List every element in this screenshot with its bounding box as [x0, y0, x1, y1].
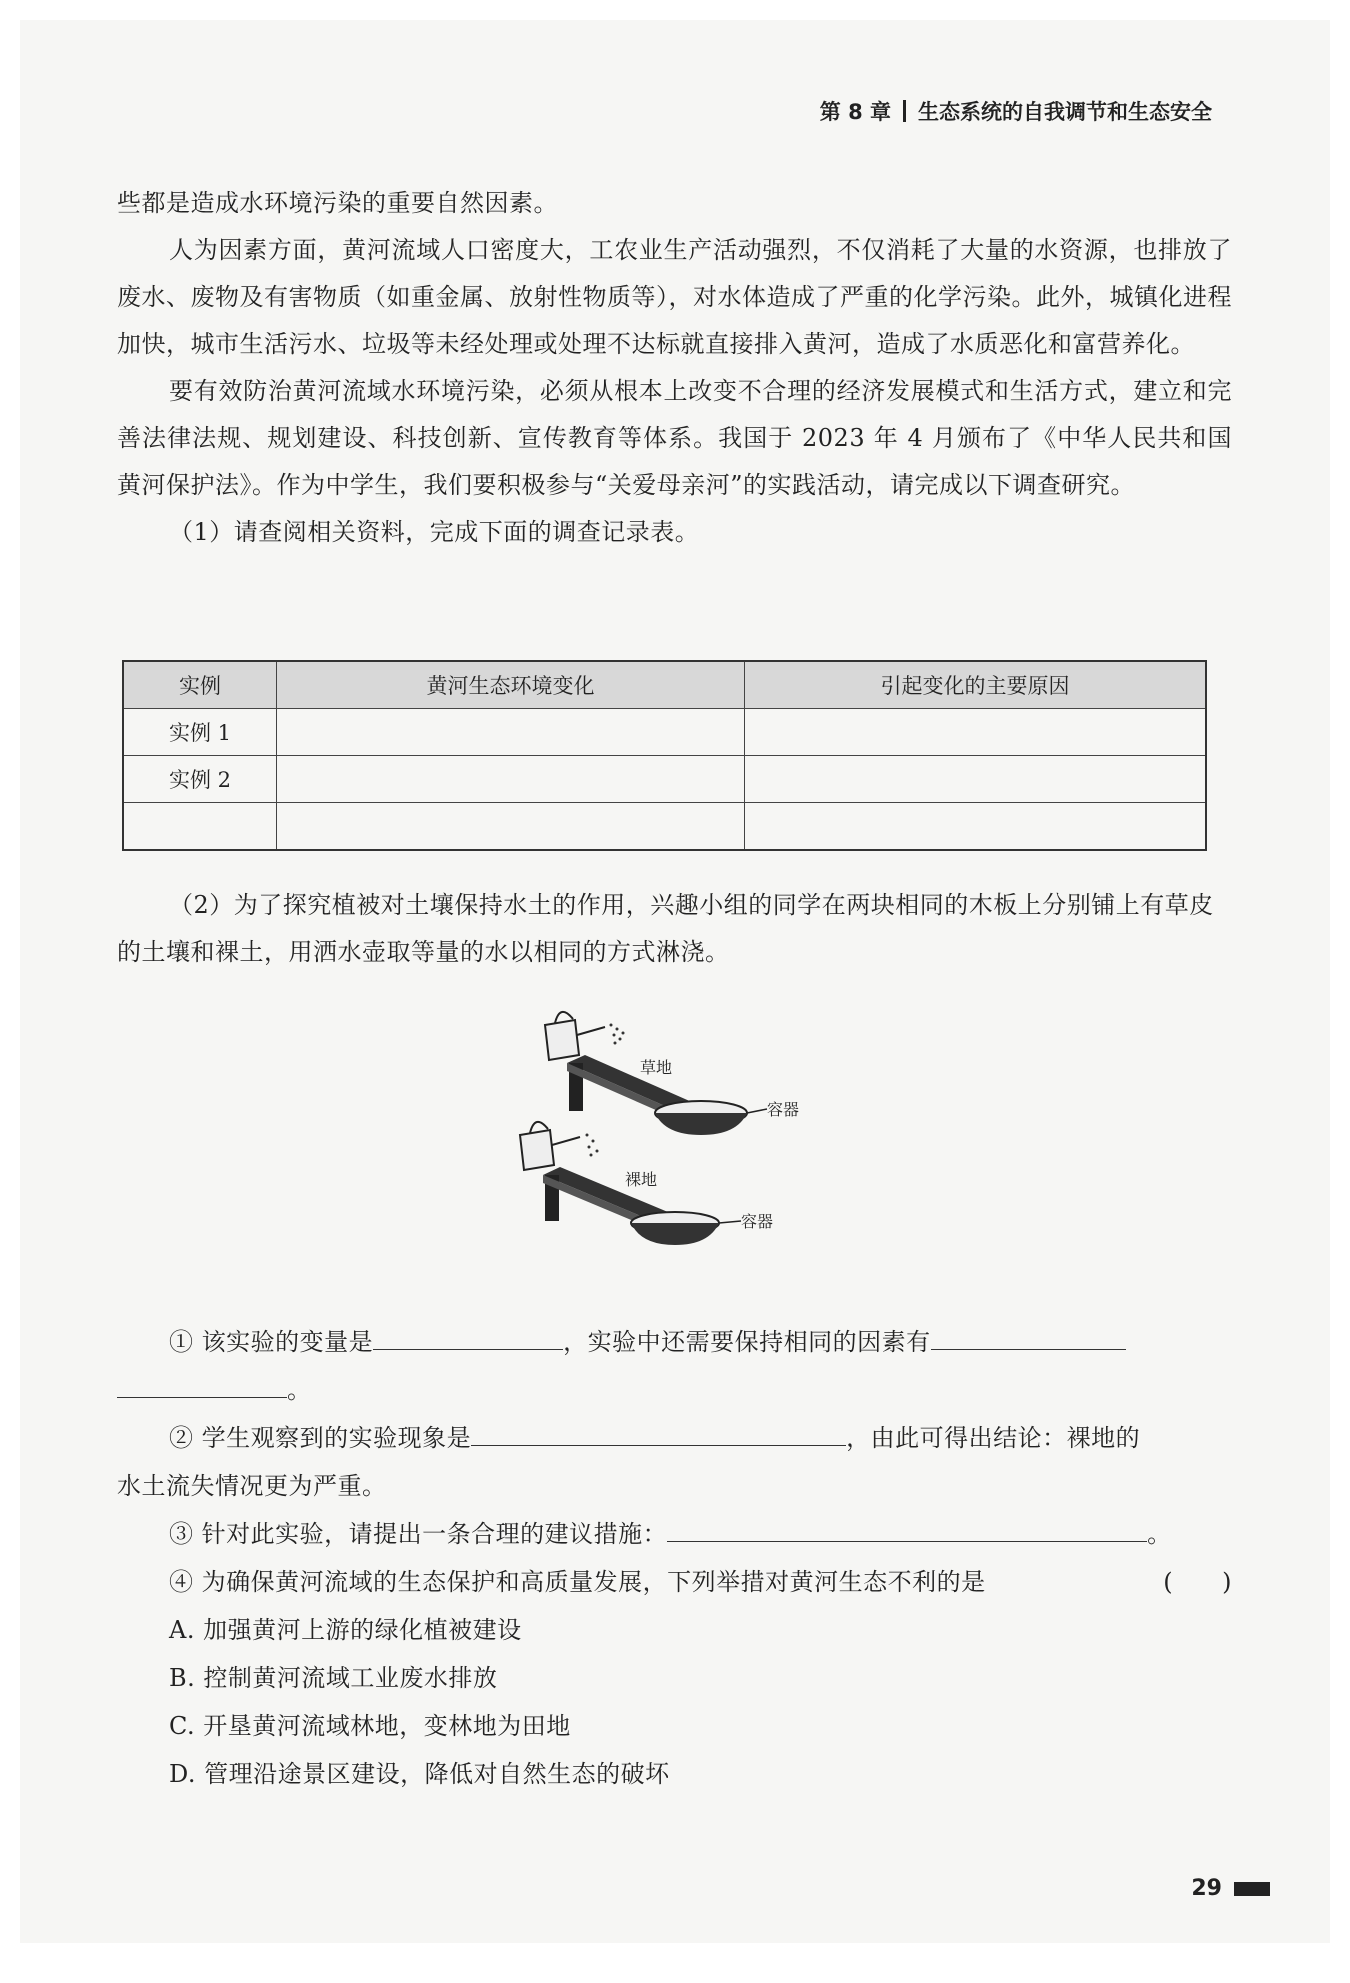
watering-can-icon: [545, 1012, 605, 1060]
option-a: A. 加强黄河上游的绿化植被建设: [169, 1616, 522, 1644]
column-header: 实例: [123, 661, 277, 709]
answer-blank[interactable]: [471, 1415, 846, 1446]
table-row: [123, 803, 1206, 851]
question-2-intro: [117, 882, 1232, 976]
table-cell-blank[interactable]: [745, 803, 1207, 851]
water-spray: [610, 1024, 625, 1045]
answer-parenthesis[interactable]: ( ): [1163, 1568, 1232, 1596]
table-header-row: [123, 661, 1206, 709]
table-cell-blank[interactable]: [745, 756, 1207, 803]
subquestion-4: ④ 为确保黄河流域的生态保护和高质量发展，下列举措对黄河生态不利的是 ( ): [117, 1558, 1232, 1606]
water-spray: [586, 1134, 599, 1157]
column-header: 引起变化的主要原因: [745, 661, 1207, 709]
paragraph: 人为因素方面，黄河流域人口密度大，工农业生产活动强烈，不仅消耗了大量的水资源，也排放了废水、废物及有害物质（如重金属、放射性物质等），对水体造成了严重的化学污染。此外，城镇化进程加快，城市生活污水、垃圾等未经处理或处理不达标就直接排入黄河，造成了水质恶化和富营养化。: [117, 236, 1232, 358]
chapter-title: 生态系统的自我调节和生态安全: [918, 100, 1212, 124]
watering-can-icon: [520, 1122, 580, 1170]
table-cell: 实例 2: [123, 756, 277, 803]
answer-blank[interactable]: [931, 1319, 1126, 1350]
option-c: C. 开垦黄河流域林地，变林地为田地: [169, 1712, 571, 1740]
container-bottom: [631, 1212, 719, 1245]
subquestion-2-cont: 水土流失情况更为严重。: [117, 1472, 387, 1500]
subquestion-1: ① 该实验的变量是 ，实验中还需要保持相同的因素有: [117, 1318, 1232, 1366]
table-cell-blank[interactable]: [123, 803, 277, 851]
table-row: [123, 756, 1206, 803]
paragraph: （2）为了探究植被对土壤保持水土的作用，兴趣小组的同学在两块相同的木板上分别铺上有草皮的土壤和裸土，用洒水壶取等量的水以相同的方式淋浇。: [117, 891, 1214, 966]
grass-label: 草地: [640, 1058, 673, 1077]
table-row: [123, 709, 1206, 756]
subquestion-2: ② 学生观察到的实验现象是 ，由此可得出结论：裸地的: [117, 1414, 1232, 1462]
table-cell: 实例 1: [123, 709, 277, 756]
bare-label: 裸地: [625, 1170, 658, 1189]
paragraph: 些都是造成水环境污染的重要自然因素。: [117, 189, 558, 217]
table-cell-blank[interactable]: [277, 709, 745, 756]
question-2-subquestions: [117, 1318, 1232, 1798]
survey-record-table: [122, 660, 1207, 851]
column-header: 黄河生态环境变化: [277, 661, 745, 709]
container-label: 容器: [741, 1212, 774, 1231]
container-top: [655, 1101, 747, 1135]
subquestion-3: ③ 针对此实验，请提出一条合理的建议措施： 。: [117, 1510, 1232, 1558]
textbook-page: [20, 20, 1330, 1943]
answer-blank[interactable]: [373, 1319, 563, 1350]
paragraph: 要有效防治黄河流域水环境污染，必须从根本上改变不合理的经济发展模式和生活方式，建立和完善法律法规、规划建设、科技创新、宣传教育等体系。我国于 2023 年 4 月颁布了《中华人民共和国黄河保护法》。作为中学生，我们要积极参与“关爱母亲河”的实践活动，请完成以下调查研究。: [117, 377, 1232, 499]
table-cell-blank[interactable]: [745, 709, 1207, 756]
page-number-marker: [1234, 1882, 1270, 1896]
subquestion-1-cont: 。: [117, 1366, 1232, 1414]
table-cell-blank[interactable]: [277, 803, 745, 851]
table-cell-blank[interactable]: [277, 756, 745, 803]
header-divider: [903, 100, 906, 122]
answer-blank[interactable]: [667, 1511, 1147, 1542]
container-label: 容器: [767, 1100, 800, 1119]
chapter-header: [820, 96, 1212, 126]
body-text: [117, 180, 1232, 556]
answer-blank[interactable]: [117, 1367, 287, 1398]
chapter-number: 第 8 章: [819, 100, 891, 124]
question-1-prompt: （1）请查阅相关资料，完成下面的调查记录表。: [169, 518, 700, 546]
option-d: D. 管理沿途景区建设，降低对自然生态的破坏: [169, 1760, 670, 1788]
option-b: B. 控制黄河流域工业废水排放: [169, 1664, 498, 1692]
experiment-illustration: [505, 995, 885, 1295]
page-number: 29: [1191, 1876, 1270, 1901]
